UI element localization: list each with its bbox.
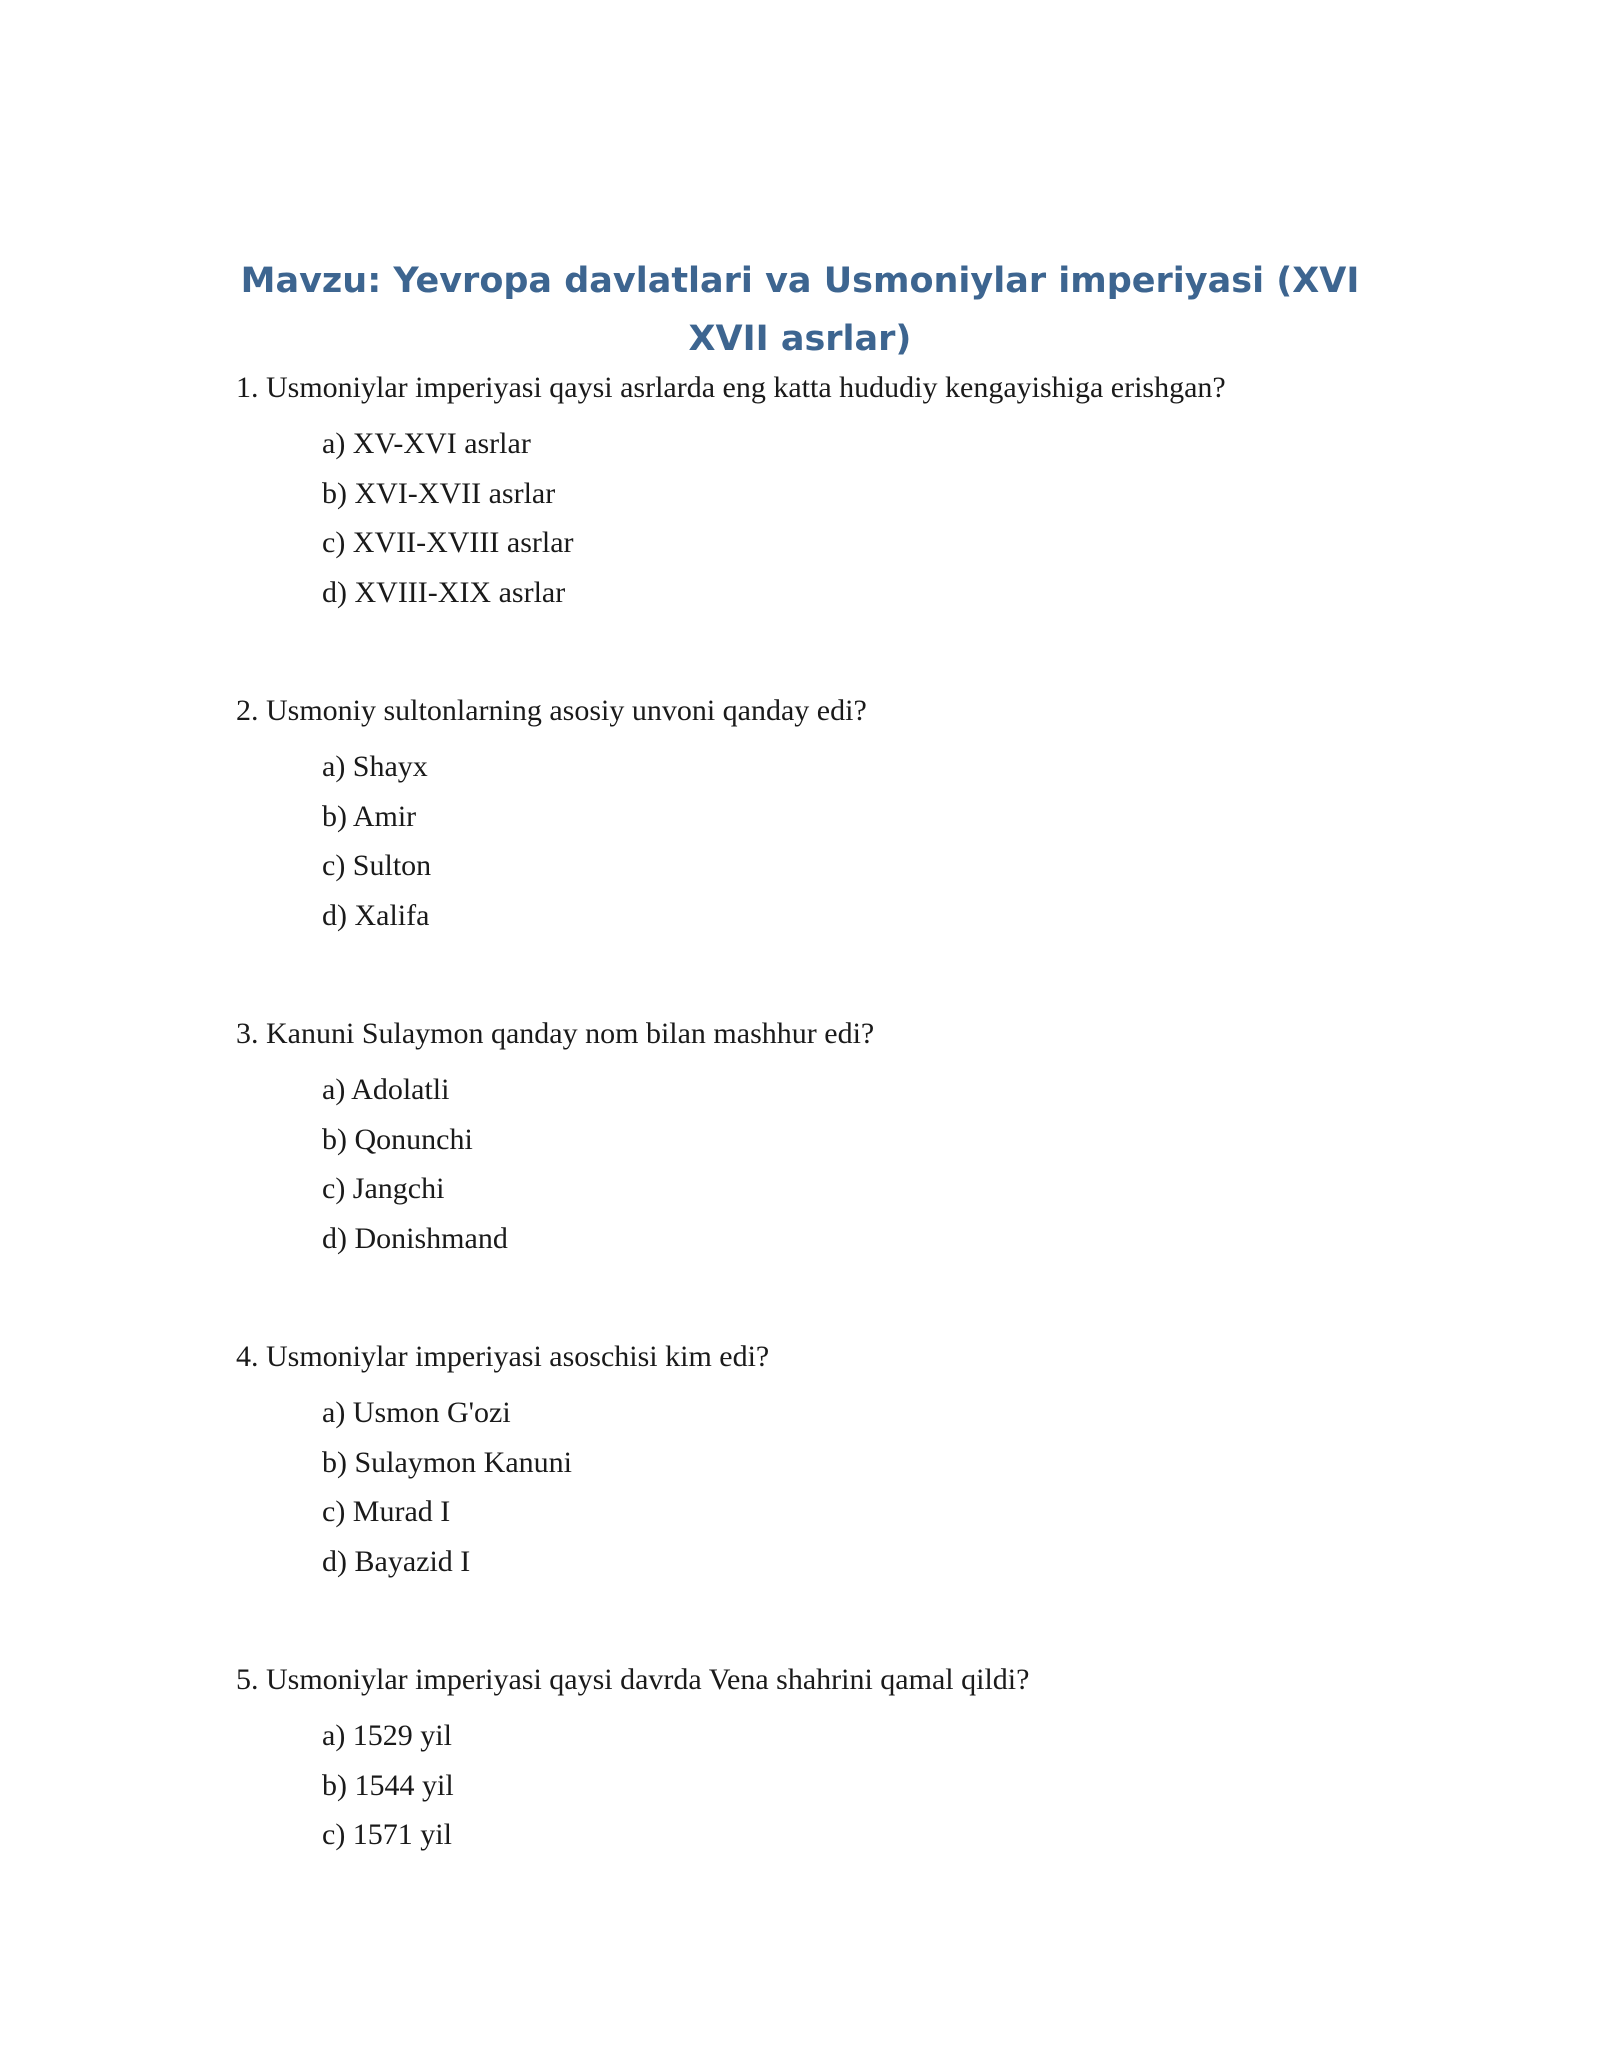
option-c: c) XVII-XVIII asrlar	[322, 526, 574, 559]
option-b: b) Sulaymon Kanuni	[322, 1445, 572, 1479]
question-3	[236, 1016, 1436, 1270]
question-5	[236, 1662, 1436, 1867]
question-1	[236, 370, 1436, 624]
option-d: d) Donishmand	[322, 1221, 508, 1255]
option-a: a) Shayx	[322, 750, 428, 783]
option-d: d) Xalifa	[322, 898, 430, 932]
page-title: Mavzu: Yevropa davlatlari va Usmoniylar imperiyasi (XVI XVII asrlar)	[240, 261, 1360, 359]
option-list	[322, 426, 1436, 624]
option-c: c) Jangchi	[322, 1172, 445, 1205]
option-list	[322, 1718, 1436, 1867]
question-text: 2. Usmoniy sultonlarning asosiy unvoni qanday edi?	[236, 694, 867, 727]
option-b: b) 1544 yil	[322, 1768, 454, 1802]
option-b: b) Qonunchi	[322, 1122, 473, 1156]
question-text: 4. Usmoniylar imperiyasi asoschisi kim edi?	[236, 1340, 770, 1373]
option-c: c) Murad I	[322, 1495, 451, 1528]
option-a: a) Adolatli	[322, 1073, 450, 1106]
option-list	[322, 1072, 1436, 1270]
option-list	[322, 1395, 1436, 1593]
option-a: a) XV-XVI asrlar	[322, 427, 531, 460]
option-d: d) Bayazid I	[322, 1544, 471, 1578]
option-b: b) Amir	[322, 799, 417, 833]
option-list	[322, 749, 1436, 947]
option-b: b) XVI-XVII asrlar	[322, 476, 556, 510]
question-text: 3. Kanuni Sulaymon qanday nom bilan mashhur edi?	[236, 1017, 875, 1050]
option-c: c) Sulton	[322, 849, 432, 882]
question-4	[236, 1339, 1436, 1593]
option-c: c) 1571 yil	[322, 1818, 452, 1851]
option-a: a) 1529 yil	[322, 1719, 452, 1752]
question-2	[236, 693, 1436, 947]
question-text: 1. Usmoniylar imperiyasi qaysi asrlarda eng katta hududiy kengayishiga erishgan?	[236, 371, 1226, 404]
question-text: 5. Usmoniylar imperiyasi qaysi davrda Vena shahrini qamal qildi?	[236, 1663, 1030, 1696]
option-a: a) Usmon G'ozi	[322, 1396, 511, 1429]
option-d: d) XVIII-XIX asrlar	[322, 575, 566, 609]
